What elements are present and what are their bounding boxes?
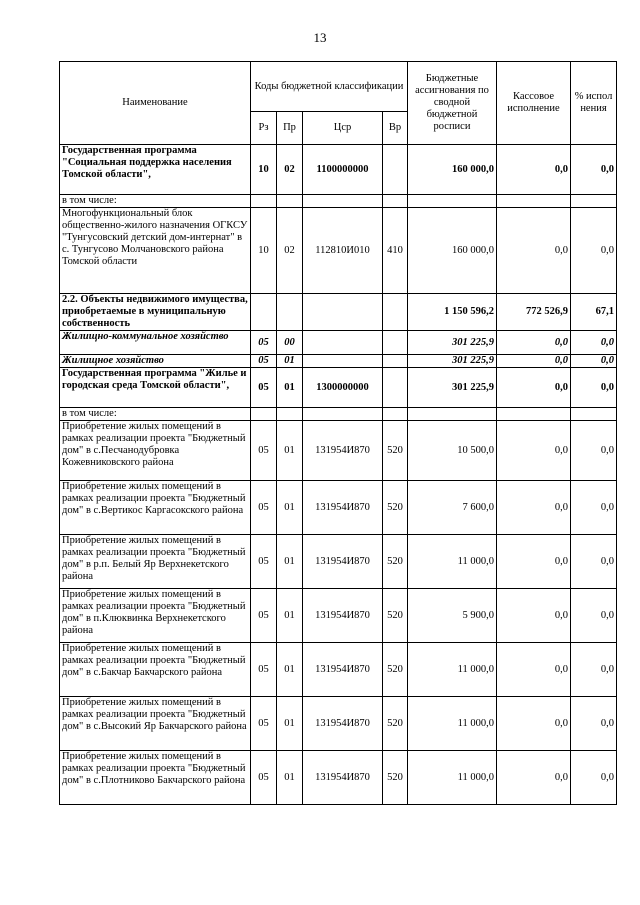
cell-cash <box>497 195 571 208</box>
cell-cash <box>497 408 571 421</box>
cell-vr <box>383 331 408 355</box>
cell-vr: 520 <box>383 481 408 535</box>
cell-csr <box>303 331 383 355</box>
cell-csr: 1100000000 <box>303 145 383 195</box>
header-vr: Вр <box>383 112 408 145</box>
cell-budget: 1 150 596,2 <box>408 294 497 331</box>
cell-pr: 02 <box>277 208 303 294</box>
cell-csr: 1300000000 <box>303 368 383 408</box>
cell-rz: 05 <box>251 589 277 643</box>
cell-name: Приобретение жилых помещений в рамках реализации проекта "Бюджетный дом" в с.Вертикос Каргасокского района <box>60 481 251 535</box>
cell-name: Приобретение жилых помещений в рамках реализации проекта "Бюджетный дом" в с.Песчанодубровка Кожевниковского района <box>60 421 251 481</box>
cell-pr: 01 <box>277 421 303 481</box>
cell-name: Многофункциональный блок общественно-жилого назначения ОГКСУ "Тунгусовский детский дом-интернат" в с. Тунгусово Молчановского района Томской области <box>60 208 251 294</box>
cell-budget: 10 500,0 <box>408 421 497 481</box>
cell-pr: 01 <box>277 481 303 535</box>
cell-pr: 01 <box>277 355 303 368</box>
cell-pr <box>277 294 303 331</box>
cell-vr <box>383 145 408 195</box>
cell-rz: 05 <box>251 535 277 589</box>
cell-percent: 0,0 <box>571 331 617 355</box>
cell-pr: 01 <box>277 589 303 643</box>
cell-percent: 0,0 <box>571 751 617 805</box>
cell-name: Приобретение жилых помещений в рамках реализации проекта "Бюджетный дом" в с.Высокий Яр Бакчарского района <box>60 697 251 751</box>
cell-rz: 05 <box>251 331 277 355</box>
cell-rz <box>251 408 277 421</box>
cell-csr: 131954И870 <box>303 589 383 643</box>
cell-csr: 131954И870 <box>303 643 383 697</box>
header-pr: Пр <box>277 112 303 145</box>
cell-vr: 520 <box>383 589 408 643</box>
header-codes: Коды бюджетной классификации <box>251 62 408 112</box>
table-row <box>60 294 617 331</box>
table-row <box>60 751 617 805</box>
cell-vr <box>383 408 408 421</box>
header-csr: Цср <box>303 112 383 145</box>
cell-rz: 05 <box>251 697 277 751</box>
cell-pr <box>277 195 303 208</box>
cell-rz: 05 <box>251 643 277 697</box>
cell-cash: 0,0 <box>497 208 571 294</box>
cell-budget: 301 225,9 <box>408 331 497 355</box>
table-body <box>60 145 617 805</box>
cell-cash: 0,0 <box>497 589 571 643</box>
cell-percent: 0,0 <box>571 208 617 294</box>
cell-pr <box>277 408 303 421</box>
cell-percent: 0,0 <box>571 589 617 643</box>
cell-percent: 0,0 <box>571 355 617 368</box>
cell-name: 2.2. Объекты недвижимого имущества, приобретаемые в муниципальную собственность <box>60 294 251 331</box>
cell-pr: 01 <box>277 697 303 751</box>
cell-cash: 0,0 <box>497 145 571 195</box>
cell-rz: 05 <box>251 368 277 408</box>
cell-rz: 05 <box>251 421 277 481</box>
table-row <box>60 195 617 208</box>
cell-budget: 11 000,0 <box>408 751 497 805</box>
cell-rz: 05 <box>251 481 277 535</box>
cell-budget: 301 225,9 <box>408 355 497 368</box>
cell-vr: 520 <box>383 421 408 481</box>
cell-vr: 520 <box>383 535 408 589</box>
page-number: 13 <box>313 30 327 45</box>
cell-name: в том числе: <box>60 195 251 208</box>
cell-vr: 520 <box>383 751 408 805</box>
cell-pr: 01 <box>277 751 303 805</box>
cell-name: Жилищное хозяйство <box>60 355 251 368</box>
cell-budget: 160 000,0 <box>408 208 497 294</box>
cell-budget: 7 600,0 <box>408 481 497 535</box>
cell-percent <box>571 195 617 208</box>
cell-budget <box>408 195 497 208</box>
cell-name: Государственная программа "Жилье и городская среда Томской области", <box>60 368 251 408</box>
cell-cash: 0,0 <box>497 643 571 697</box>
cell-vr: 520 <box>383 643 408 697</box>
cell-percent: 0,0 <box>571 697 617 751</box>
header-name: Наименование <box>60 62 251 145</box>
table-row <box>60 331 617 355</box>
cell-rz: 05 <box>251 751 277 805</box>
cell-budget: 5 900,0 <box>408 589 497 643</box>
cell-percent: 0,0 <box>571 643 617 697</box>
cell-percent: 0,0 <box>571 421 617 481</box>
cell-csr: 131954И870 <box>303 697 383 751</box>
cell-vr: 410 <box>383 208 408 294</box>
cell-budget: 11 000,0 <box>408 697 497 751</box>
cell-pr: 02 <box>277 145 303 195</box>
cell-csr: 131954И870 <box>303 535 383 589</box>
header-cash: Кассовое исполнение <box>497 62 571 145</box>
cell-vr <box>383 195 408 208</box>
cell-budget: 301 225,9 <box>408 368 497 408</box>
table-row <box>60 355 617 368</box>
cell-budget <box>408 408 497 421</box>
cell-name: Приобретение жилых помещений в рамках реализации проекта "Бюджетный дом" в с.Бакчар Бакчарского района <box>60 643 251 697</box>
cell-vr: 520 <box>383 697 408 751</box>
cell-budget: 11 000,0 <box>408 535 497 589</box>
cell-budget: 160 000,0 <box>408 145 497 195</box>
cell-vr <box>383 355 408 368</box>
cell-rz <box>251 294 277 331</box>
budget-table <box>59 61 617 805</box>
cell-csr: 131954И870 <box>303 481 383 535</box>
cell-percent: 67,1 <box>571 294 617 331</box>
cell-name: в том числе: <box>60 408 251 421</box>
cell-csr <box>303 195 383 208</box>
cell-percent: 0,0 <box>571 535 617 589</box>
cell-name: Государственная программа "Социальная поддержка населения Томской области", <box>60 145 251 195</box>
table-row <box>60 643 617 697</box>
table-row <box>60 589 617 643</box>
cell-cash: 0,0 <box>497 331 571 355</box>
cell-pr: 01 <box>277 535 303 589</box>
cell-pr: 01 <box>277 643 303 697</box>
table-row <box>60 408 617 421</box>
cell-cash: 0,0 <box>497 481 571 535</box>
cell-budget: 11 000,0 <box>408 643 497 697</box>
cell-percent <box>571 408 617 421</box>
cell-rz: 10 <box>251 145 277 195</box>
table-row <box>60 535 617 589</box>
cell-csr <box>303 355 383 368</box>
table-row <box>60 368 617 408</box>
cell-name: Жилищно-коммунальное хозяйство <box>60 331 251 355</box>
cell-name: Приобретение жилых помещений в рамках реализации проекта "Бюджетный дом" в с.Плотниково Бакчарского района <box>60 751 251 805</box>
cell-csr <box>303 294 383 331</box>
cell-csr: 131954И870 <box>303 751 383 805</box>
cell-rz <box>251 195 277 208</box>
cell-csr: 112810И010 <box>303 208 383 294</box>
cell-cash: 0,0 <box>497 368 571 408</box>
cell-cash: 0,0 <box>497 355 571 368</box>
cell-percent: 0,0 <box>571 481 617 535</box>
cell-vr <box>383 294 408 331</box>
cell-pr: 00 <box>277 331 303 355</box>
cell-percent: 0,0 <box>571 145 617 195</box>
cell-cash: 0,0 <box>497 751 571 805</box>
cell-rz: 05 <box>251 355 277 368</box>
cell-csr <box>303 408 383 421</box>
table-row <box>60 145 617 195</box>
header-percent: % испол нения <box>571 62 617 145</box>
cell-name: Приобретение жилых помещений в рамках реализации проекта "Бюджетный дом" в р.п. Белый Яр Верхнекетского района <box>60 535 251 589</box>
cell-csr: 131954И870 <box>303 421 383 481</box>
cell-percent: 0,0 <box>571 368 617 408</box>
cell-rz: 10 <box>251 208 277 294</box>
cell-cash: 0,0 <box>497 697 571 751</box>
header-appropriations: Бюджетные ассигнования по сводной бюджетной росписи <box>408 62 497 145</box>
cell-vr <box>383 368 408 408</box>
cell-cash: 0,0 <box>497 421 571 481</box>
cell-name: Приобретение жилых помещений в рамках реализации проекта "Бюджетный дом" в п.Клюквинка Верхнекетского района <box>60 589 251 643</box>
cell-cash: 772 526,9 <box>497 294 571 331</box>
table-row <box>60 208 617 294</box>
table-row <box>60 697 617 751</box>
cell-cash: 0,0 <box>497 535 571 589</box>
table-row <box>60 421 617 481</box>
table-row <box>60 481 617 535</box>
header-rz: Рз <box>251 112 277 145</box>
cell-pr: 01 <box>277 368 303 408</box>
